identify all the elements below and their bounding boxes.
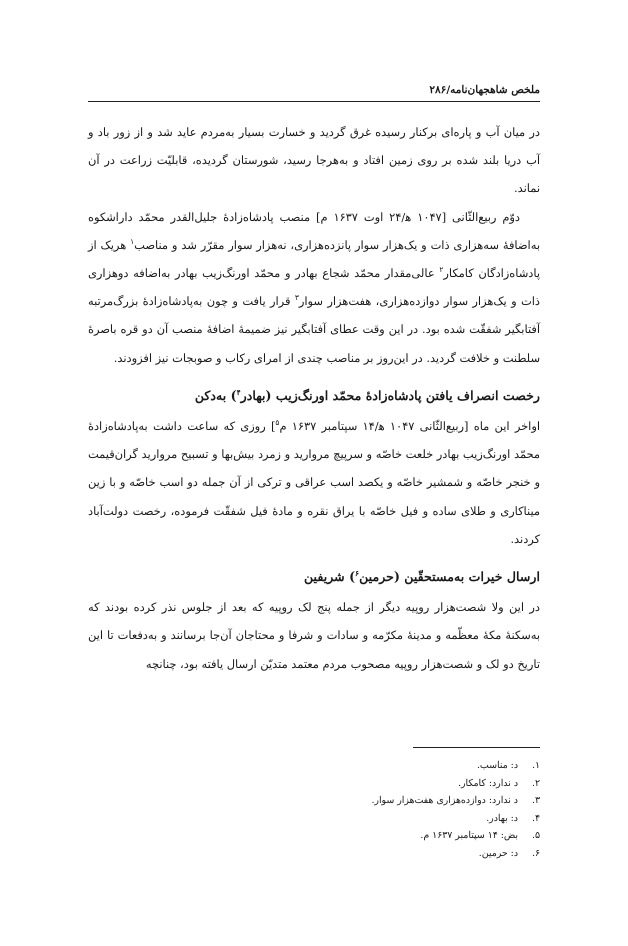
footnote-ref-3[interactable]: ۳ <box>294 293 299 303</box>
footnote-ref-4[interactable]: ۴ <box>236 387 241 397</box>
footnote-item <box>240 792 540 810</box>
text-run: اواخر این ماه [ربیع‌الثّانی ۱۰۴۷ ه‍/۱۴ سپتامبر ۱۶۳۷ م <box>279 419 540 434</box>
heading-text: رخصت انصراف یافتن پادشاه‌زادهٔ محمّد اورنگ‌زیب (بهادر <box>240 387 540 403</box>
heading-text: ) شریفین <box>303 569 356 585</box>
footnote-text: د ندارد: دوازده‌هزاری هفت‌هزار سوار. <box>371 795 518 807</box>
text-run: عالی‌مقدار محمّد شجاع بهادر و محمّد اورنگ‌زیب بهادر به‌اضافه دوهزاری ذات و یک‌هزار سوار دوازده‌هزاری، هفت‌هزار سوار <box>88 266 540 309</box>
text-run: دوّم ربیع‌الثّانی [۱۰۴۷ ه‍/۲۴ اوت ۱۶۳۷ م] منصب پادشاه‌زادهٔ جلیل‌القدر محمّد داراشکوه به‌اضافهٔ سه‌هزاری ذات و یک‌هزار سوار پانزده‌هزاری، نه‌هزار سوار مقرّر شد و مناصب <box>88 209 540 252</box>
heading-text: ارسال خیرات به‌مستحقّین (حرمین <box>359 569 540 585</box>
footnote-text: بض: ۱۴ سپتامبر ۱۶۳۷ م. <box>420 830 518 842</box>
footnote-text: د ندارد: کامکار. <box>457 777 518 789</box>
footnote-ref-5[interactable]: ۵ <box>275 418 280 428</box>
footnote-ref-2[interactable]: ۲ <box>439 265 444 275</box>
footnote-number: ۳. <box>531 795 540 807</box>
text-run: ] روزی که ساعت داشت به‌پادشاه‌زادهٔ محمّد اورنگ‌زیب بهادر خلعت خاصّه و سرپیچ مروارید و زمرد بیش‌بها و تسبیح مروارید گران‌قیمت و خنجر خاصّه و شمشیر خاصّه و یکصد اسب عراقی و ترکی از آن جمله دو اسب خاصّه و با زین میناکاری و طلای ساده و فیل خاصّه با یراق نقره و مادهٔ فیل شفقّت فرموده، رخصت دولت‌آباد کردند. <box>88 419 540 546</box>
running-head: ملخص شاهجهان‌نامه/۲۸۶ <box>429 84 540 96</box>
body-text <box>88 118 540 678</box>
footnote-item <box>240 827 540 845</box>
footnote-item <box>240 775 540 793</box>
section-heading-1 <box>88 382 540 410</box>
footnote-item <box>240 845 540 863</box>
footnote-item <box>240 757 540 775</box>
footnote-number: ۴. <box>531 812 540 824</box>
footnote-number: ۶. <box>531 847 540 859</box>
header-rule <box>88 101 540 102</box>
section-heading-2 <box>88 563 540 591</box>
text-run: قرار یافت و چون به‌پادشاه‌زادهٔ بزرگ‌مرتبه آفتابگیر شفقّت شده بود. در این وقت عطای آفتابگیر نیز ضمیمهٔ اضافهٔ منصب آن دو قره باصرهٔ سلطنت و خلافت گردید. در این‌روز بر مناصب چندی از امرای رکاب و صوبجات نیز افزودند. <box>88 294 540 365</box>
footnote-number: ۱. <box>531 760 540 771</box>
footnote-item <box>240 810 540 828</box>
footnote-number: ۲. <box>531 777 540 789</box>
paragraph-4: در این ولا شصت‌هزار روپیه دیگر از جمله پنج لک روپیه که بعد از جلوس نذر کرده بودند که به‌سکنهٔ مکهٔ معظّمه و مدینهٔ مکرّمه و سادات و شرفا و محتاجان آن‌جا برسانند و به‌دفعات تا این تاریخ دو لک و شصت‌هزار روپیه مصحوب مردم معتمد متدیّن ارسال یافته بود، چنانچه <box>88 600 540 671</box>
footnote-ref-1[interactable]: ۱ <box>130 237 135 247</box>
text-run: هریک از پادشاه‌زادگان کامکار <box>88 237 541 281</box>
heading-text: ) به‌دکن <box>194 387 237 403</box>
footnote-text: د: مناسب. <box>476 760 518 771</box>
paragraph-1: در میان آب و پاره‌ای برکنار رسیده غرق گردید و خسارت بسیار به‌مردم عاید شد و از زور باد و آب دریا بلند شده بر روی زمین افتاد و به‌هرجا رسید، شورستان گردیده، قابلیّت زراعت در آن نماند. <box>88 125 540 196</box>
footnote-ref-6[interactable]: ۶ <box>355 568 360 578</box>
footnote-rule <box>413 747 540 748</box>
footnotes <box>240 757 540 863</box>
paragraph-3 <box>88 412 540 553</box>
footnote-number: ۵. <box>531 830 540 842</box>
footnote-text: د: حرمین. <box>478 847 518 859</box>
footnote-text: د: بهادر. <box>486 812 518 824</box>
paragraph-2 <box>88 203 540 372</box>
